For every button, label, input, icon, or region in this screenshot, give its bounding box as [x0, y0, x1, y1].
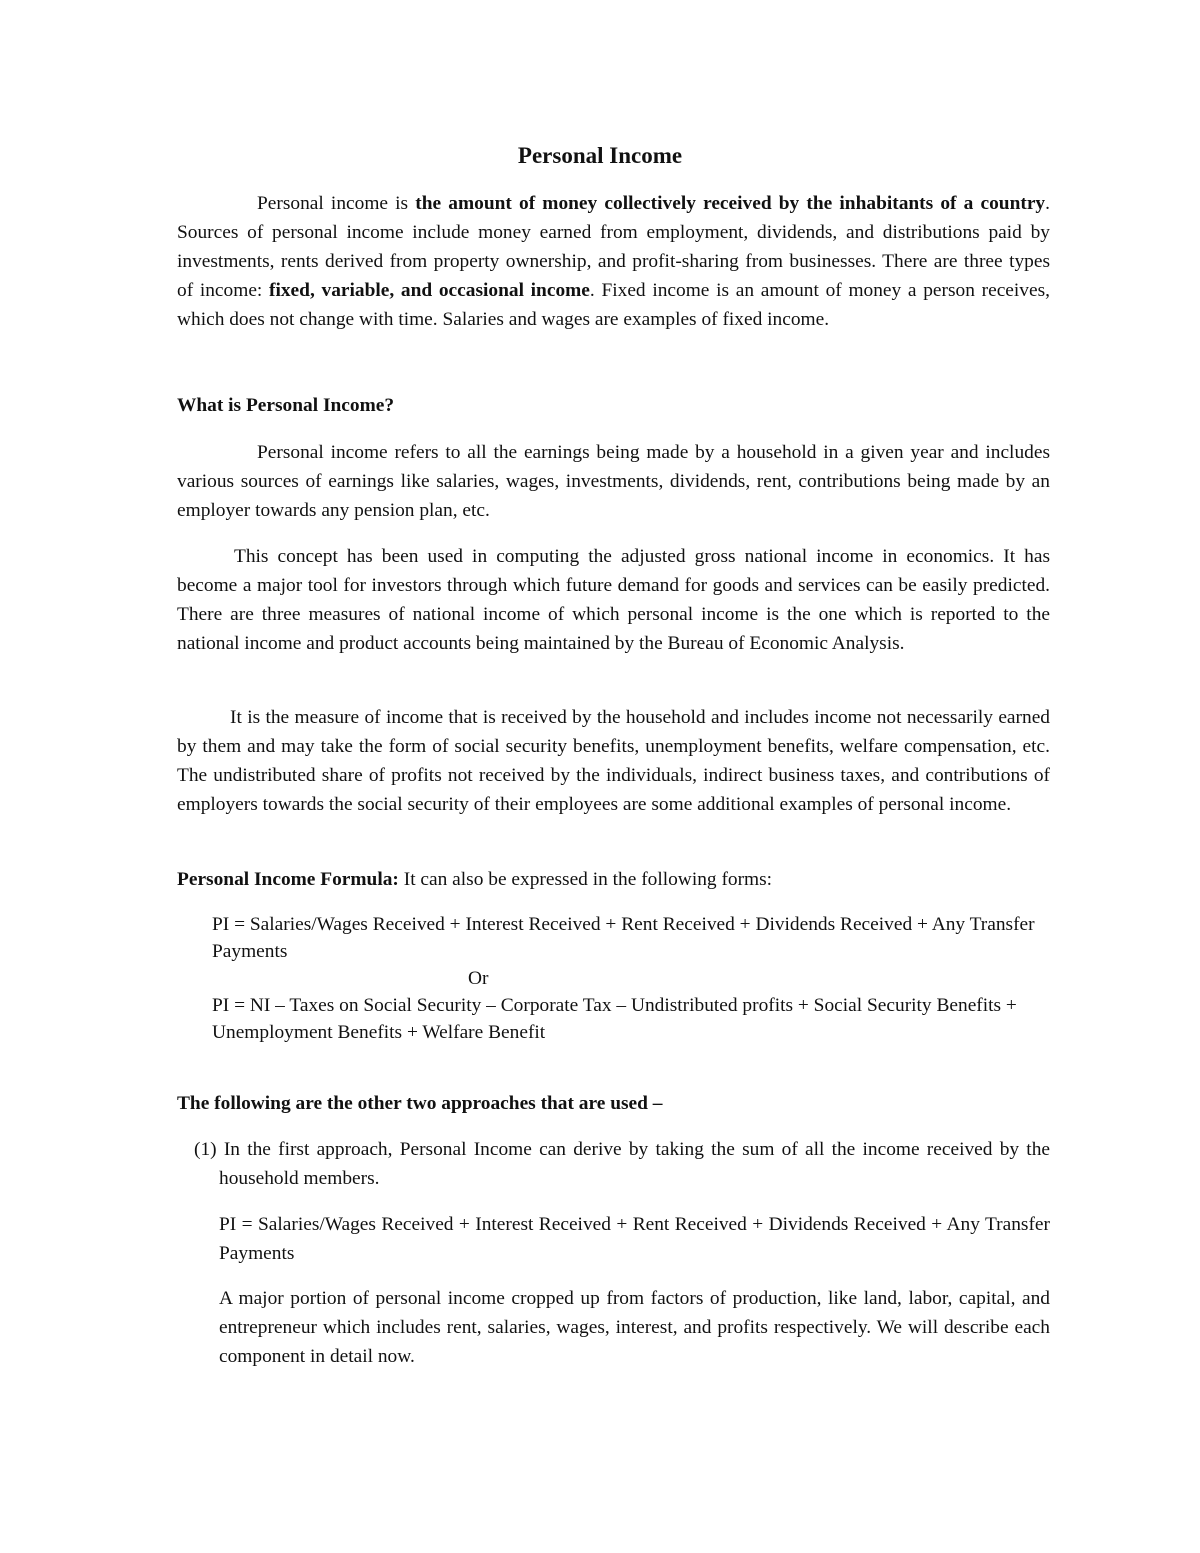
- list-item-1-paragraph-text: A major portion of personal income cropped up from factors of production, like land, labor, capital, and entrepreneur which includes rent, salaries, wages, interest, and profits respectively. We will describe each component in detail now.: [219, 1288, 1050, 1367]
- intro-text-3: . Fixed income is an amount of money a person receives, which does not change with time. Salaries and wages are examples of fixed income.: [177, 280, 1050, 330]
- paragraph-2-text: This concept has been used in computing the adjusted gross national income in economics. It has become a major tool for investors through which future demand for goods and services can be easily predicted. There are three measures of national income of which personal income is the one which is reported to the national income and product accounts being maintained by the Bureau of Economic Analysis.: [177, 546, 1050, 654]
- formula-intro-rest: It can also be expressed in the following forms:: [398, 869, 773, 890]
- list-item-1: [194, 1135, 1050, 1193]
- list-item-1-paragraph: [219, 1284, 1050, 1371]
- formula-intro: [177, 865, 1050, 894]
- formula-label: Personal Income Formula:: [177, 869, 399, 890]
- paragraph-3: [177, 703, 1050, 819]
- formula-or: Or: [468, 968, 489, 989]
- heading-what-is: What is Personal Income?: [177, 395, 395, 416]
- paragraph-3-text: It is the measure of income that is received by the household and includes income not necessarily earned by them and may take the form of social security benefits, unemployment benefits, welfare compensation, etc. The undistributed share of profits not received by the individuals, indirect business taxes, and contributions of employers towards the social security of their employees are some additional examples of personal income.: [177, 707, 1050, 815]
- formula-block: [212, 911, 1052, 1046]
- list-item-1-formula: [219, 1210, 1050, 1268]
- paragraph-1-text: Personal income refers to all the earnings being made by a household in a given year and includes various sources of earnings like salaries, wages, investments, dividends, rent, contributions being made by an employer towards any pension plan, etc.: [177, 442, 1050, 521]
- formula-2: PI = NI – Taxes on Social Security – Corporate Tax – Undistributed profits + Social Security Benefits + Unemployment Benefits + Welfare Benefit: [212, 995, 1017, 1043]
- intro-text-1: Personal income is: [257, 193, 416, 214]
- formula-intro-text: [177, 865, 1050, 894]
- formula-1: PI = Salaries/Wages Received + Interest Received + Rent Received + Dividends Received + Any Transfer Payments: [212, 914, 1035, 962]
- paragraph-1: [177, 438, 1050, 525]
- intro-bold-1: the amount of money collectively received by the inhabitants of a country: [415, 193, 1046, 214]
- list-item-1-text: (1) In the first approach, Personal Income can derive by taking the sum of all the income received by the household members.: [194, 1139, 1050, 1189]
- list-item-1-formula-text: PI = Salaries/Wages Received + Interest Received + Rent Received + Dividends Received + Any Transfer Payments: [219, 1214, 1050, 1264]
- heading-approaches: The following are the other two approaches that are used –: [177, 1093, 663, 1114]
- page-title: Personal Income: [517, 143, 683, 168]
- intro-text-2: . Sources of personal income include money earned from employment, dividends, and distributions paid by investments, rents derived from property ownership, and profit-sharing from businesses. There are three types of income:: [177, 193, 1050, 301]
- paragraph-2: [177, 542, 1050, 658]
- intro-paragraph: [177, 189, 1050, 334]
- intro-text: [177, 189, 1050, 334]
- intro-bold-2: fixed, variable, and occasional income: [269, 280, 590, 301]
